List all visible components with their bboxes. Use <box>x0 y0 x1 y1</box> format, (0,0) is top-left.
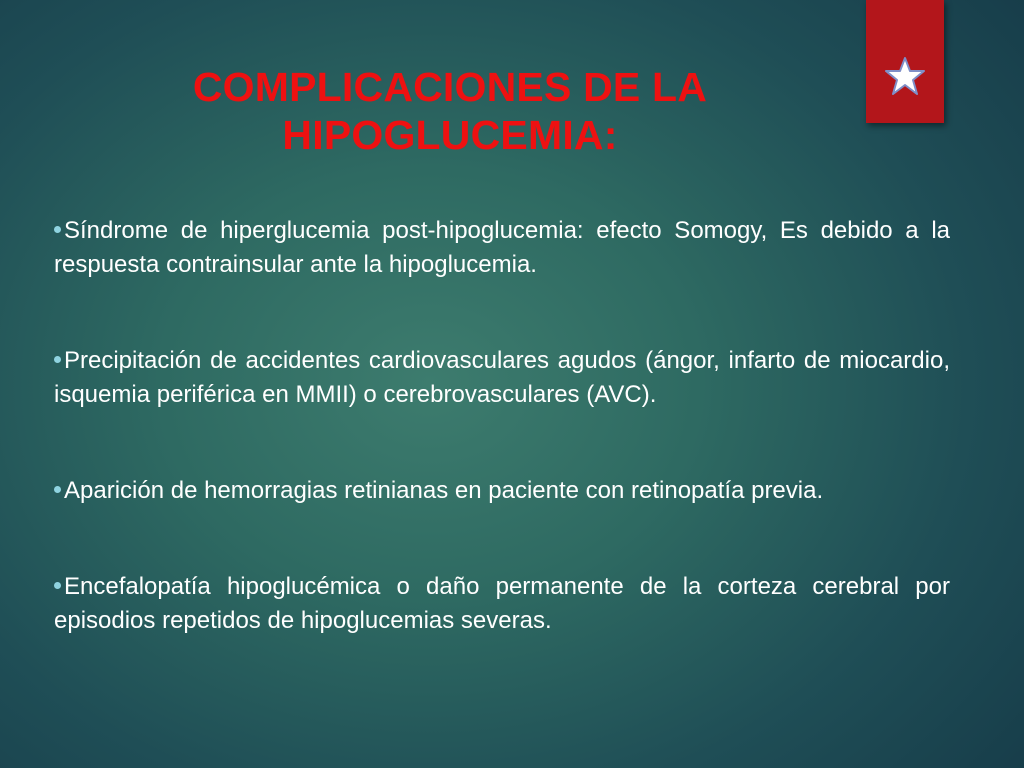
bullet-dot-icon <box>54 486 61 493</box>
bullet-dot-icon <box>54 356 61 363</box>
title-line-1: COMPLICACIONES DE LA <box>192 64 708 110</box>
bullet-item <box>54 474 950 508</box>
bullet-text: Encefalopatía hipoglucémica o daño permanente de la corteza cerebral por episodios repetidos de hipoglucemias severas. <box>54 573 950 634</box>
title-line-2: HIPOGLUCEMIA: <box>282 112 618 158</box>
red-flag-banner <box>866 0 944 123</box>
bullet-item <box>54 214 950 282</box>
slide-title <box>100 63 800 159</box>
bullet-item <box>54 344 950 412</box>
bullet-dot-icon <box>54 582 61 589</box>
bullet-item <box>54 570 950 638</box>
bullet-list <box>54 214 950 700</box>
star-icon <box>885 56 925 96</box>
bullet-text: Aparición de hemorragias retinianas en paciente con retinopatía previa. <box>64 477 824 504</box>
bullet-dot-icon <box>54 226 61 233</box>
bullet-text: Precipitación de accidentes cardiovasculares agudos (ángor, infarto de miocardio, isquemia periférica en MMII) o cerebrovasculares (AVC). <box>54 347 950 408</box>
bullet-text: Síndrome de hiperglucemia post-hipoglucemia: efecto Somogy, Es debido a la respuesta contrainsular ante la hipoglucemia. <box>54 217 950 278</box>
